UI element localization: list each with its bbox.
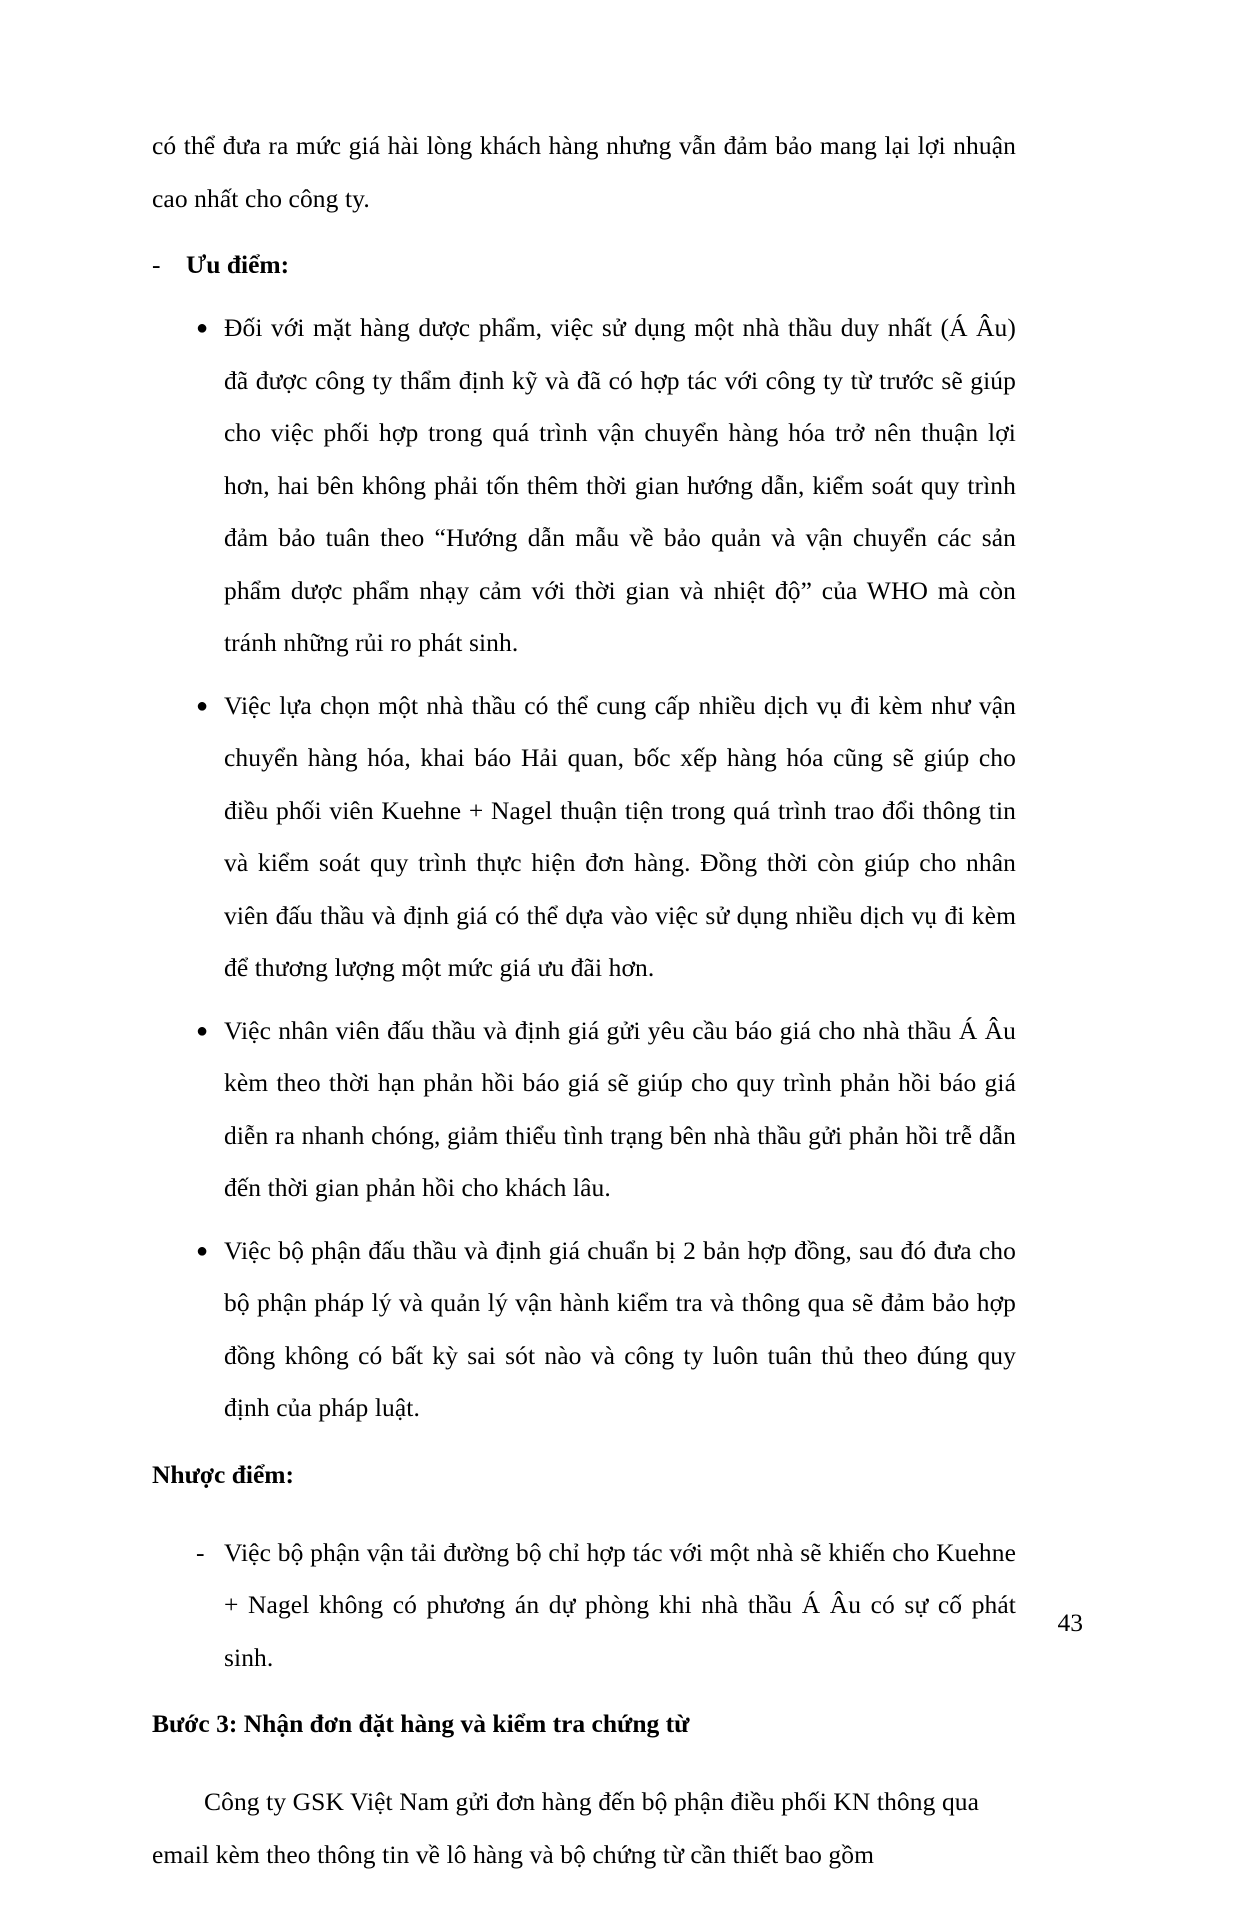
list-item — [152, 680, 1016, 995]
list-item-text: Việc bộ phận vận tải đường bộ chỉ hợp tác với một nhà sẽ khiến cho Kuehne + Nagel không có phương án dự phòng khi nhà thầu Á Âu có sự cố phát sinh. — [224, 1537, 1016, 1672]
list-item — [152, 1225, 1016, 1435]
page-number: 43 — [1057, 1607, 1083, 1637]
list-item-text: Việc bộ phận đấu thầu và định giá chuẩn bị 2 bản hợp đồng, sau đó đưa cho bộ phận pháp lý và quản lý vận hành kiểm tra và thông qua sẽ đảm bảo hợp đồng không có bất kỳ sai sót nào và công ty luôn tuân thủ theo đúng quy định của pháp luật. — [224, 1235, 1016, 1423]
dash-marker-icon: - — [152, 250, 161, 280]
step-heading: Bước 3: Nhận đơn đặt hàng và kiểm tra chứng từ — [152, 1709, 690, 1739]
list-item-text: Đối với mặt hàng dược phẩm, việc sử dụng một nhà thầu duy nhất (Á Âu) đã được công ty thẩm định kỹ và đã có hợp tác với công ty từ trước sẽ giúp cho việc phối hợp trong quá trình vận chuyển hàng hóa trở nên thuận lợi hơn, hai bên không phải tốn thêm thời gian hướng dẫn, kiểm soát quy trình đảm bảo tuân theo “Hướng dẫn mẫu về bảo quản và vận chuyển các sản phẩm dược phẩm nhạy cảm với thời gian và nhiệt độ” của WHO mà còn tránh những rủi ro phát sinh. — [224, 313, 1016, 658]
bullet-icon: ● — [196, 694, 209, 717]
list-item-text: Việc lựa chọn một nhà thầu có thể cung cấp nhiều dịch vụ đi kèm như vận chuyển hàng hóa, khai báo Hải quan, bốc xếp hàng hóa cũng sẽ giúp cho điều phối viên Kuehne + Nagel thuận tiện trong quá trình trao đổi thông tin và kiểm soát quy trình thực hiện đơn hàng. Đồng thời còn giúp cho nhân viên đấu thầu và định giá có thể dựa vào việc sử dụng nhiều dịch vụ đi kèm để thương lượng một mức giá ưu đãi hơn. — [224, 690, 1016, 983]
disadvantages-list — [152, 1527, 1016, 1685]
list-item — [152, 1005, 1016, 1215]
disadvantages-heading: Nhược điểm: — [152, 1459, 295, 1489]
bullet-icon: ● — [196, 317, 209, 340]
dash-marker-icon: - — [196, 1537, 205, 1567]
list-item — [152, 1527, 1016, 1685]
intro-paragraph: có thể đưa ra mức giá hài lòng khách hàng nhưng vẫn đảm bảo mang lại lợi nhuận cao nhất cho công ty. — [152, 131, 1016, 213]
advantages-heading: Ưu điểm: — [186, 250, 290, 280]
step-body-paragraph: Công ty GSK Việt Nam gửi đơn hàng đến bộ phận điều phối KN thông qua email kèm theo thông tin về lô hàng và bộ chứng từ cần thiết bao gồm — [152, 1787, 980, 1869]
list-item-text: Việc nhân viên đấu thầu và định giá gửi yêu cầu báo giá cho nhà thầu Á Âu kèm theo thời hạn phản hồi báo giá sẽ giúp cho quy trình phản hồi báo giá diễn ra nhanh chóng, giảm thiểu tình trạng bên nhà thầu gửi phản hồi trễ dẫn đến thời gian phản hồi cho khách lâu. — [224, 1015, 1016, 1203]
list-item — [152, 302, 1016, 670]
bullet-icon: ● — [196, 1239, 209, 1262]
bullet-icon: ● — [196, 1019, 209, 1042]
advantages-heading-row — [152, 239, 1016, 290]
page-content — [152, 120, 1016, 1907]
advantages-list — [152, 302, 1016, 1435]
